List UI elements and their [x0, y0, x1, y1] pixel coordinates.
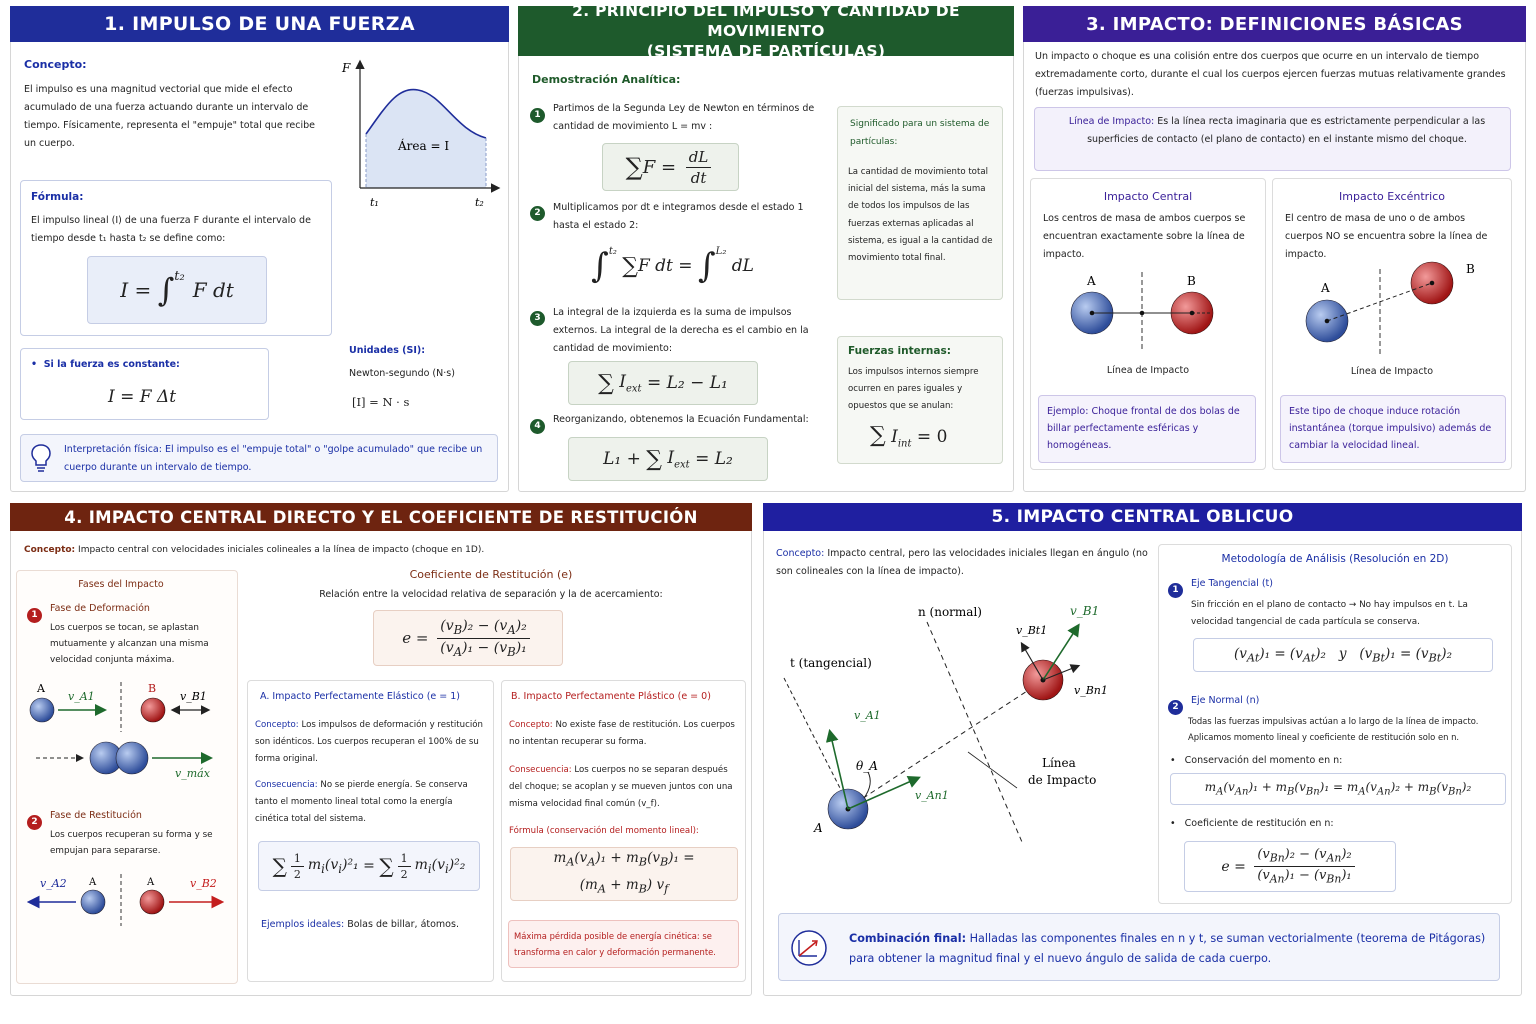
s3-eccentric-example: Este tipo de choque induce rotación instantánea (torque impulsivo) además de cambiar la velocidad lineal. [1289, 406, 1492, 451]
s4-elastic-cons-text: No se pierde energía. Se conserva tanto el momento lineal total como la energía cinética total del sistema. [255, 780, 468, 824]
s1-concept-text: El impulso es una magnitud vectorial que mide el efecto acumulado de una fuerza actuando durante un intervalo de tiempo. Físicamente, representa el "empuje" total que recibe un cuerpo. [24, 84, 315, 149]
s4-rest-label-a2: A [147, 877, 155, 888]
s3-eccentric-line-label: Línea de Impacto [1350, 366, 1434, 377]
s4-restitution-diagram [18, 868, 238, 928]
s3-line-definition [1062, 113, 1492, 149]
s3-eccentric-heading: Impacto Excéntrico [1339, 190, 1445, 203]
s2-step4-text: Reorganizando, obtenemos la Ecuación Fundamental: [553, 414, 809, 425]
step-3-badge: 3 [530, 311, 545, 326]
s2-significance-heading: Significado para un sistema de partículas: [850, 119, 990, 147]
s2-step1 [530, 102, 545, 123]
s4-elastic-ex-text: Bolas de billar, átomos. [347, 919, 459, 930]
s5-van1-label: v_An1 [915, 789, 949, 802]
s1-formula-heading: Fórmula: [31, 191, 84, 203]
s5-normal-text: Todas las fuerzas impulsivas actúan a lo largo de la línea de impacto. Aplicamos momento lineal y coeficiente de restitución solo en n. [1188, 716, 1479, 742]
s1-concept-heading: Concepto: [24, 58, 87, 71]
phase-1-badge: 1 [27, 608, 42, 623]
s1-constant-heading: • Si la fuerza es constante: [31, 359, 180, 370]
s4-elastic-ex-heading: Ejemplos ideales: [261, 919, 345, 930]
vector-combination-icon [790, 929, 828, 967]
s4-concept [24, 542, 744, 558]
s4-coef-text: Relación entre la velocidad relativa de separación y la de acercamiento: [319, 589, 663, 600]
s4-plastic-concept [509, 717, 741, 751]
section-2-title [518, 2, 1014, 60]
s1-units-text: Newton-segundo (N·s) [349, 368, 455, 379]
s4-deform-label-a: A [37, 682, 45, 695]
s4-vb2-label: v_B2 [190, 877, 217, 890]
s2-eq1: ∑ F = $\frac{dL}{dt}$ [602, 143, 739, 191]
s2-step3 [530, 305, 545, 326]
s4-plastic-cons-heading: Consecuencia: [509, 765, 572, 775]
s1-force-time-graph [338, 56, 506, 216]
section-3-title: 3. IMPACTO: DEFINICIONES BÁSICAS [1023, 6, 1526, 42]
s2-internal-text: Los impulsos internos siempre ocurren en pares iguales y opuestos que se anulan: [848, 367, 979, 412]
s4-elastic-cons-heading: Consecuencia: [255, 780, 318, 790]
s3-eccentric-label-a: A [1321, 281, 1330, 295]
s4-elastic-heading: A. Impacto Perfectamente Elástico (e = 1) [260, 691, 461, 702]
s3-line-def-heading: Línea de Impacto: [1068, 116, 1155, 127]
s2-eq3: ∑ $I_{ext}$ = L₂ − L₁ [568, 361, 758, 405]
s4-coef-heading: Coeficiente de Restitución (e) [409, 568, 573, 581]
s4-elastic-concept [255, 717, 487, 768]
s2-significance-text: La cantidad de movimiento total inicial del sistema, más la suma de todos los impulsos de las fuerzas externas aplicadas al sistema, es igual a la cantidad de movimiento total final. [848, 167, 993, 264]
s2-internal-eq: ∑ $I_{int} = 0$ [870, 423, 948, 450]
s4-vmax-label: v_máx [175, 767, 210, 780]
s5-final-body: Halladas las componentes finales en n y t, se suman vectorialmente (teorema de Pitágoras) para obtener la magnitud final y el nuevo ángulo de salida de cada cuerpo. [849, 932, 1486, 965]
phase-2-badge: 2 [27, 815, 42, 830]
section-2-title-line1: 2. PRINCIPIO DEL IMPULSO Y CANTIDAD DE MOVIMIENTO [572, 2, 960, 40]
s4-concept-heading: Concepto: [24, 545, 76, 555]
s4-plastic-equation: $m_A(v_A)_1 + m_B(v_B)_1$ = $(m_A + m_B)$ $v_f$ [510, 847, 738, 901]
s5-concept [776, 545, 1151, 581]
s5-concept-heading: Concepto: [776, 548, 825, 559]
s5-tangential-equation: $(v_{At})_1 = (v_{At})_2$ y $(v_{Bt})_1 = (v_{Bt})_2$ [1193, 638, 1493, 672]
s2-step3-text: La integral de la izquierda es la suma de impulsos externos. La integral de la derecha es el cambio en la cantidad de movimiento: [553, 307, 809, 354]
graph-t2-label: t₂ [475, 196, 484, 209]
s4-deformation-heading: Fase de Deformación [50, 603, 150, 614]
s3-eccentric-diagram [1290, 255, 1490, 375]
section-4-title: 4. IMPACTO CENTRAL DIRECTO Y EL COEFICIENTE DE RESTITUCIÓN [10, 503, 752, 531]
s3-central-label-a: A [1087, 274, 1096, 288]
s2-step2-text: Multiplicamos por dt e integramos desde el estado 1 hasta el estado 2: [553, 202, 804, 231]
s2-eq2: ∫ t₂ ∑ F dt = ∫ L₂ dL [591, 245, 754, 286]
s5-line-label-2: de Impacto [1028, 773, 1097, 787]
s4-rest-label-a1: A [89, 877, 97, 888]
s2-step1-text: Partimos de la Segunda Ley de Newton en términos de cantidad de movimiento L = mv : [553, 103, 815, 132]
s3-central-example: Ejemplo: Choque frontal de dos bolas de billar perfectamente esféricas y homogéneas. [1047, 406, 1240, 451]
s5-oblique-diagram [772, 592, 1156, 852]
s4-plastic-cons-text: Los cuerpos no se separan después del choque; se acoplan y se mueven juntos con una misma velocidad final común (v_f). [509, 765, 733, 809]
graph-area-label: Área = I [398, 139, 450, 153]
s5-tangential-text: Sin fricción en el plano de contacto → No hay impulsos en t. La velocidad tangencial de cada partícula se conserva. [1191, 600, 1468, 627]
s1-impulse-integral: I = ∫ t₂ F dt [87, 256, 267, 324]
s4-deform-label-b: B [148, 682, 157, 695]
s5-final-heading: Combinación final: [849, 932, 967, 945]
s5-vb1-label: v_B1 [1070, 604, 1100, 618]
s5-a-label: A [814, 821, 823, 835]
s4-elastic-consequence [255, 777, 487, 828]
s4-deformation-diagram [18, 676, 238, 786]
s3-central-heading: Impacto Central [1103, 190, 1193, 203]
step-2-badge: 2 [530, 206, 545, 221]
s5-final-text [849, 929, 1489, 969]
lightbulb-icon [30, 443, 52, 473]
s4-vb1-label: v_B1 [180, 690, 207, 703]
s4-va1-label: v_A1 [68, 690, 95, 703]
s5-va1-label: v_A1 [854, 709, 881, 722]
s1-units-eq: [I] = N · s [352, 395, 410, 409]
s4-concept-text: Impacto central con velocidades iniciales colineales a la línea de impacto (choque en 1D). [78, 545, 485, 555]
s5-vbt1-label: v_Bt1 [1016, 624, 1048, 637]
section-5-title: 5. IMPACTO CENTRAL OBLICUO [763, 503, 1522, 531]
s4-va2-label: v_A2 [40, 877, 67, 890]
s5-line-label-1: Línea [1042, 756, 1076, 770]
s3-eccentric-text: El centro de masa de uno o de ambos cuerpos NO se encuentra sobre la línea de impacto. [1285, 213, 1488, 260]
s2-internal-heading: Fuerzas internas: [848, 345, 951, 357]
axis-1-badge: 1 [1168, 583, 1183, 598]
s5-bullet-restitution: • Coeficiente de restitución en n: [1170, 818, 1334, 829]
s5-n-label: n (normal) [918, 605, 982, 619]
s4-plastic-heading: B. Impacto Perfectamente Plástico (e = 0) [511, 691, 711, 702]
s4-coef-equation: e = $\frac{(v_B)_2 - (v_A)_2}{(v_A)_1 - (v_B)_1}$ [373, 610, 563, 666]
s4-plastic-concept-text: No existe fase de restitución. Los cuerpos no intentan recuperar su forma. [509, 720, 735, 747]
s5-tangential-heading: Eje Tangencial (t) [1191, 578, 1273, 589]
s1-constant-heading-text: Si la fuerza es constante: [43, 359, 180, 370]
s4-elastic-concept-text: Los impulsos de deformación y restitución son idénticos. Los cuerpos recuperan el 100% de su forma original. [255, 720, 483, 764]
s5-bullet-momentum: • Conservación del momento en n: [1170, 755, 1343, 766]
s1-units-heading: Unidades (SI): [349, 345, 426, 356]
s4-restitution-heading: Fase de Restitución [50, 810, 142, 821]
s1-constant-eq: I = F Δt [108, 387, 177, 407]
s5-momentum-equation: $m_A(v_{An})_1 + m_B(v_{Bn})_1 = m_A(v_{An})_2 + m_B(v_{Bn})_2$ [1170, 773, 1506, 805]
step-1-badge: 1 [530, 108, 545, 123]
s2-step4 [530, 413, 545, 434]
s4-plastic-consequence [509, 762, 741, 813]
s4-elastic-concept-heading: Concepto: [255, 720, 299, 730]
s5-concept-text: Impacto central, pero las velocidades iniciales llegan en ángulo (no son colineales con la línea de impacto). [776, 548, 1148, 577]
s4-plastic-concept-heading: Concepto: [509, 720, 553, 730]
s3-central-text: Los centros de masa de ambos cuerpos se encuentran exactamente sobre la línea de impacto. [1043, 213, 1246, 260]
s4-energy-equation: ∑ $\frac{1}{2}$ $m_i(v_i)^2_1$ = ∑ $\frac{1}{2}$ $m_i(v_i)^2_2$ [258, 841, 480, 891]
s3-eccentric-label-b: B [1466, 262, 1475, 276]
s5-bullet-momentum-text: Conservación del momento en n: [1184, 755, 1343, 766]
s4-plastic-formula-heading: Fórmula (conservación del momento lineal): [509, 826, 699, 836]
s3-line-def-text: Es la línea recta imaginaria que es estrictamente perpendicular a las superficies de contacto (el plano de contacto) en el instante mismo del choque. [1087, 116, 1486, 145]
step-4-badge: 4 [530, 419, 545, 434]
s4-phases-heading: Fases del Impacto [78, 579, 164, 590]
s3-central-label-b: B [1187, 274, 1196, 288]
s4-elastic-examples [261, 917, 459, 934]
s1-formula-text: El impulso lineal (I) de una fuerza F durante el intervalo de tiempo desde t₁ hasta t₂ se define como: [31, 215, 311, 244]
section-2-title-line2: (SISTEMA DE PARTÍCULAS) [646, 42, 886, 60]
s5-methodology-heading: Metodología de Análisis (Resolución en 2D) [1221, 553, 1449, 565]
graph-f-label: F [342, 61, 351, 75]
s4-plastic-note: Máxima pérdida posible de energía cinética: se transforma en calor y deformación permanente. [514, 931, 716, 957]
s2-step2 [530, 200, 545, 221]
s5-theta-label: θ_A [856, 759, 878, 773]
s5-t-label: t (tangencial) [790, 656, 872, 670]
s5-bullet-restitution-text: Coeficiente de restitución en n: [1184, 818, 1334, 829]
section-1-title: 1. IMPULSO DE UNA FUERZA [10, 6, 509, 42]
graph-t1-label: t₁ [370, 196, 379, 209]
s4-restitution-text: Los cuerpos recuperan su forma y se empujan para separarse. [50, 830, 213, 856]
s2-demo-heading: Demostración Analítica: [532, 73, 681, 86]
s1-interpretation-text: Interpretación física: El impulso es el "empuje total" o "golpe acumulado" que recibe un cuerpo durante un intervalo de tiempo. [64, 444, 483, 473]
s5-normal-heading: Eje Normal (n) [1191, 695, 1260, 706]
s4-deformation-text: Los cuerpos se tocan, se aplastan mutuamente y alcanzan una misma velocidad conjunta máxima. [50, 623, 209, 665]
s5-restitution-equation: e = $\frac{(v_{Bn})_2 - (v_{An})_2}{(v_{An})_1 - (v_{Bn})_1}$ [1184, 841, 1396, 892]
s3-central-line-label: Línea de Impacto [1106, 365, 1190, 376]
axis-2-badge: 2 [1168, 700, 1183, 715]
s5-vbn1-label: v_Bn1 [1074, 684, 1108, 697]
s2-eq4: L₁ + ∑ $I_{ext}$ = L₂ [568, 437, 768, 481]
s3-intro: Un impacto o choque es una colisión entre dos cuerpos que ocurre en un intervalo de tiempo extremadamente corto, durante el cual los cuerpos ejercen fuerzas mutuas relativamente grandes (fuerzas impulsivas). [1035, 51, 1506, 98]
